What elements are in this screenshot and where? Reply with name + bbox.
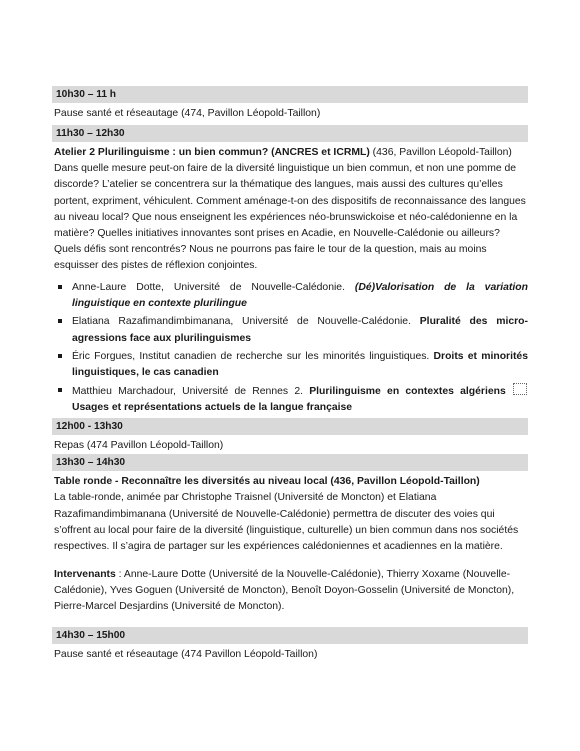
break-text: Pause santé et réseautage (474, Pavillon Léopold-Taillon)	[54, 108, 321, 119]
time-band: 13h30 – 14h30	[52, 454, 528, 471]
bullet-icon	[58, 388, 62, 392]
talk-title: (Dé)Valorisation de la variation linguistique en contexte plurilingue	[72, 282, 528, 310]
separator-icon	[513, 383, 527, 395]
list-item	[52, 383, 528, 416]
talk-title: Droits et minorités linguistiques, le cas canadien	[72, 350, 528, 378]
time-band: 10h30 – 11 h	[52, 86, 528, 103]
intervenants	[52, 567, 528, 615]
intervenants-label: Intervenants	[54, 568, 116, 580]
workshop-title-bold: Atelier 2 Plurilinguisme : un bien commun? (ANCRES et ICRML)	[54, 147, 370, 159]
speaker-name: Elatiana Razafimandimbimanana, Université de Nouvelle-Calédonie.	[72, 316, 420, 328]
roundtable-description: La table-ronde, animée par Christophe Traisnel (Université de Moncton) et Elatiana Razafimandimbimanana (Université de Nouvelle-Calédonie) permettra de discuter des voies qui s’offrent au local pour faire de la diversité (linguistique, culturelle) un bien commun dans nos sociétés respectives. Il s’agira de partager sur les expériences calédoniennes et acadiennes en la matière.	[54, 492, 519, 552]
list-item	[52, 280, 528, 312]
bullet-icon	[58, 319, 62, 323]
workshop-room: (436, Pavillon Léopold-Taillon)	[369, 147, 512, 159]
program-page	[52, 86, 528, 663]
speaker-name: Anne-Laure Dotte, Université de Nouvelle-Calédonie.	[72, 282, 355, 294]
break-text: Pause santé et réseautage (474 Pavillon Léopold-Taillon)	[54, 649, 318, 661]
list-item	[52, 314, 528, 346]
speaker-list	[52, 280, 528, 416]
workshop-description: Dans quelle mesure peut-on faire de la diversité linguistique un bien commun, et non une pomme de discorde? L’atelier se concentrera sur la thématique des langues, mais aussi des cultures qu’elles portent, expriment, véhiculent. Comment aménage-t-on des dispositifs de reconnaissance des langues au niveau local? Que nous enseignent les expériences néo-brunswickoise et néo-calédonienne en la matière? Quelles initiatives innovantes sont prises en Acadie, en Nouvelle-Calédonie ou ailleurs? Quels défis sont rencontrés? Nous ne pourrons pas faire le tour de la question, mais au moins esquisser des pistes de réflexion conjointes.	[54, 163, 526, 271]
time-band: 14h30 – 15h00	[52, 627, 528, 644]
bullet-icon	[58, 285, 62, 289]
time-band: 11h30 – 12h30	[52, 125, 528, 142]
workshop-title	[52, 145, 528, 161]
time-band: 12h00 - 13h30	[52, 418, 528, 435]
intervenants-text: : Anne-Laure Dotte (Université de la Nouvelle-Calédonie), Thierry Xoxame (Nouvelle-Calédonie), Yves Goguen (Université de Moncton), Benoît Doyon-Gosselin (Université de Moncton), Pierre-Marcel Desjardins (Université de Moncton).	[54, 568, 515, 613]
bullet-icon	[58, 354, 62, 358]
talk-title: Plurilinguisme en contextes algériens	[309, 385, 512, 397]
roundtable-title: Table ronde - Reconnaître les diversités au niveau local (436, Pavillon Léopold-Taillon)	[54, 476, 480, 488]
talk-title: Pluralité des micro-agressions face aux plurilinguismes	[72, 316, 528, 344]
speaker-name: Éric Forgues, Institut canadien de recherche sur les minorités linguistiques.	[72, 350, 434, 362]
lunch-text: Repas (474 Pavillon Léopold-Taillon)	[54, 440, 224, 452]
speaker-name: Matthieu Marchadour, Université de Rennes 2.	[72, 385, 310, 397]
talk-title-continued: Usages et représentations actuels de la langue française	[72, 402, 353, 413]
list-item	[52, 349, 528, 381]
